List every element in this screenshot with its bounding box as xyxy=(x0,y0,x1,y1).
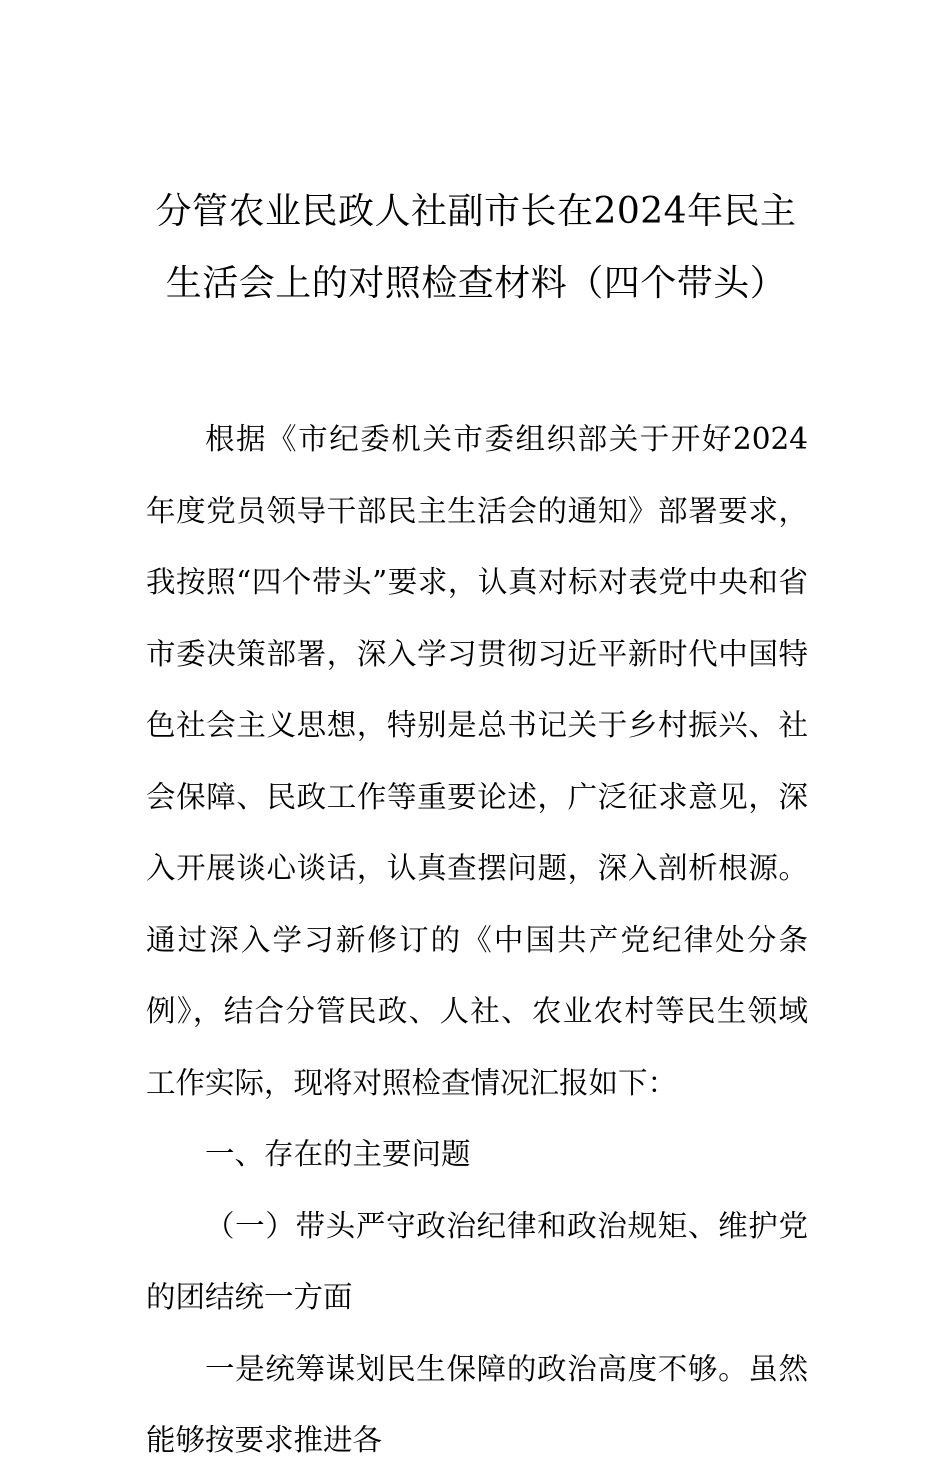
paragraph-opening: 根据《市纪委机关市委组织部关于开好2024年度党员领导干部民主生活会的通知》部署要求，我按照“四个带头”要求，认真对标对表党中央和省市委决策部署，深入学习贯彻习近平新时代中国特色社会主义思想，特别是总书记关于乡村振兴、社会保障、民政工作等重要论述，广泛征求意见，深入开展谈心谈话，认真查摆问题，深入剖析根源。通过深入学习新修订的《中国共产党纪律处分条例》，结合分管民政、人社、农业农村等民生领域工作实际，现将对照检查情况汇报如下： xyxy=(146,422,808,1100)
paragraph-point-one: 一是统筹谋划民生保障的政治高度不够。虽然能够按要求推进各 xyxy=(146,1351,808,1457)
subsection-heading-political-discipline: （一）带头严守政治纪律和政治规矩、维护党的团结统一方面 xyxy=(146,1208,808,1314)
document-body xyxy=(146,404,808,1477)
section-heading-existing-problems: 一、存在的主要问题 xyxy=(205,1137,471,1171)
document-title: 分管农业民政人社副市长在2024年民主生活会上的对照检查材料（四个带头） xyxy=(155,191,797,304)
